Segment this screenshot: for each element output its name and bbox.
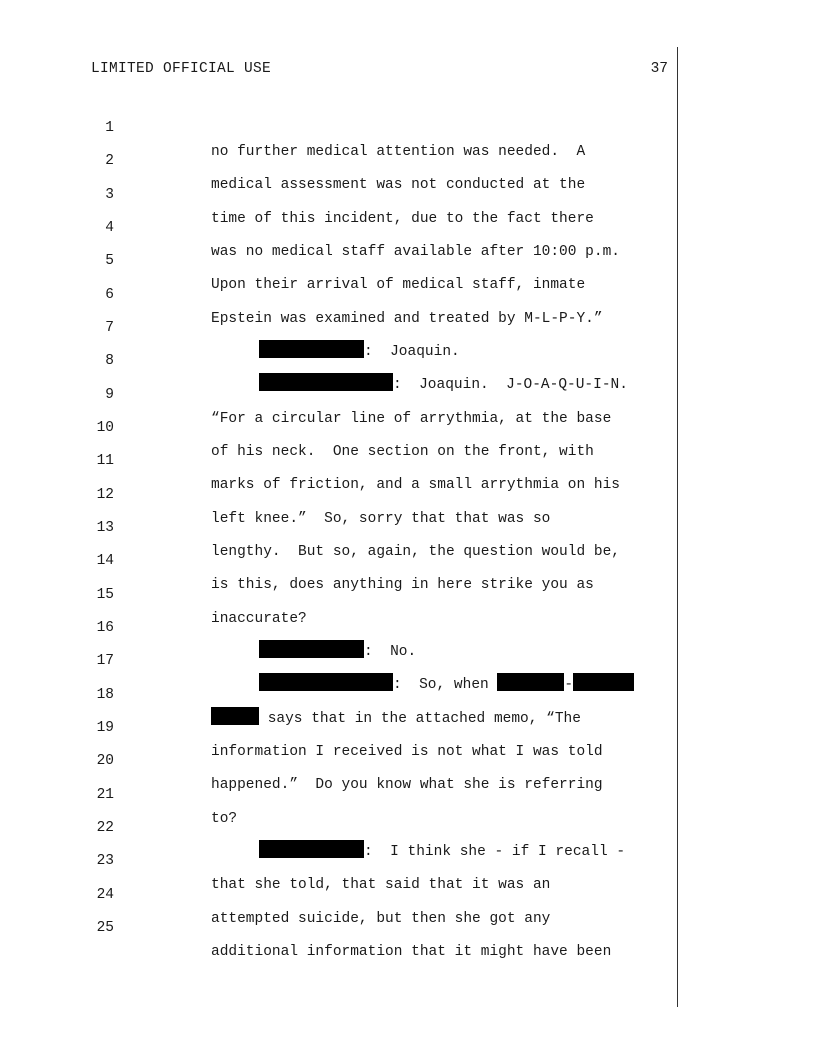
line-number: 2	[105, 153, 114, 169]
line-number: 24	[96, 887, 114, 903]
line-number: 19	[96, 720, 114, 736]
line-number: 11	[96, 453, 114, 469]
line-text: left knee.” So, sorry that that was so	[211, 511, 551, 527]
line-number: 5	[105, 253, 114, 269]
line-text: lengthy. But so, again, the question would be,	[211, 544, 620, 560]
line-text: : So, when	[393, 677, 498, 693]
line-number: 7	[105, 320, 114, 336]
line-number: 23	[96, 853, 114, 869]
line-text: : Joaquin.	[364, 344, 460, 360]
line-text: no further medical attention was needed. A	[211, 144, 586, 160]
line-number: 12	[96, 487, 114, 503]
line-text: Upon their arrival of medical staff, inmate	[211, 277, 586, 293]
line-text: Epstein was examined and treated by M-L-P-Y.”	[211, 311, 603, 327]
line-text: : No.	[364, 644, 417, 660]
line-text: : I think she - if I recall -	[364, 844, 626, 860]
line-text: marks of friction, and a small arrythmia on his	[211, 477, 620, 493]
line-text: of his neck. One section on the front, with	[211, 444, 594, 460]
line-number: 3	[105, 187, 114, 203]
line-text: information I received is not what I was told	[211, 744, 603, 760]
line-text: attempted suicide, but then she got any	[211, 911, 551, 927]
line-number: 20	[96, 753, 114, 769]
line-number: 22	[96, 820, 114, 836]
transcript-line	[0, 325, 816, 393]
line-number: 21	[96, 787, 114, 803]
line-number: 15	[96, 587, 114, 603]
page-number: 37	[650, 61, 668, 77]
line-number: 18	[96, 687, 114, 703]
line-text: was no medical staff available after 10:00 p.m.	[211, 244, 620, 260]
line-text: is this, does anything in here strike you as	[211, 577, 594, 593]
line-text: says that in the attached memo, “The	[259, 711, 581, 727]
line-number: 10	[96, 420, 114, 436]
line-text: medical assessment was not conducted at the	[211, 177, 586, 193]
line-text: additional information that it might have been	[211, 944, 612, 960]
line-text: that she told, that said that it was an	[211, 877, 551, 893]
line-text: to?	[211, 811, 238, 827]
line-text: “For a circular line of arrythmia, at the base	[211, 411, 612, 427]
line-number: 8	[105, 353, 114, 369]
line-number: 6	[105, 287, 114, 303]
line-text: inaccurate?	[211, 611, 307, 627]
line-number: 13	[96, 520, 114, 536]
line-number: 9	[105, 387, 114, 403]
line-number: 4	[105, 220, 114, 236]
line-text: time of this incident, due to the fact there	[211, 211, 594, 227]
line-number: 25	[96, 920, 114, 936]
line-number: 1	[105, 120, 114, 136]
line-text: happened.” Do you know what she is referring	[211, 777, 603, 793]
transcript-line	[0, 92, 816, 160]
line-number: 14	[96, 553, 114, 569]
line-text: : Joaquin. J-O-A-Q-U-I-N.	[393, 377, 628, 393]
line-text: -	[564, 677, 574, 693]
line-number: 17	[96, 653, 114, 669]
line-number: 16	[96, 620, 114, 636]
classification-header: LIMITED OFFICIAL USE	[91, 61, 272, 77]
